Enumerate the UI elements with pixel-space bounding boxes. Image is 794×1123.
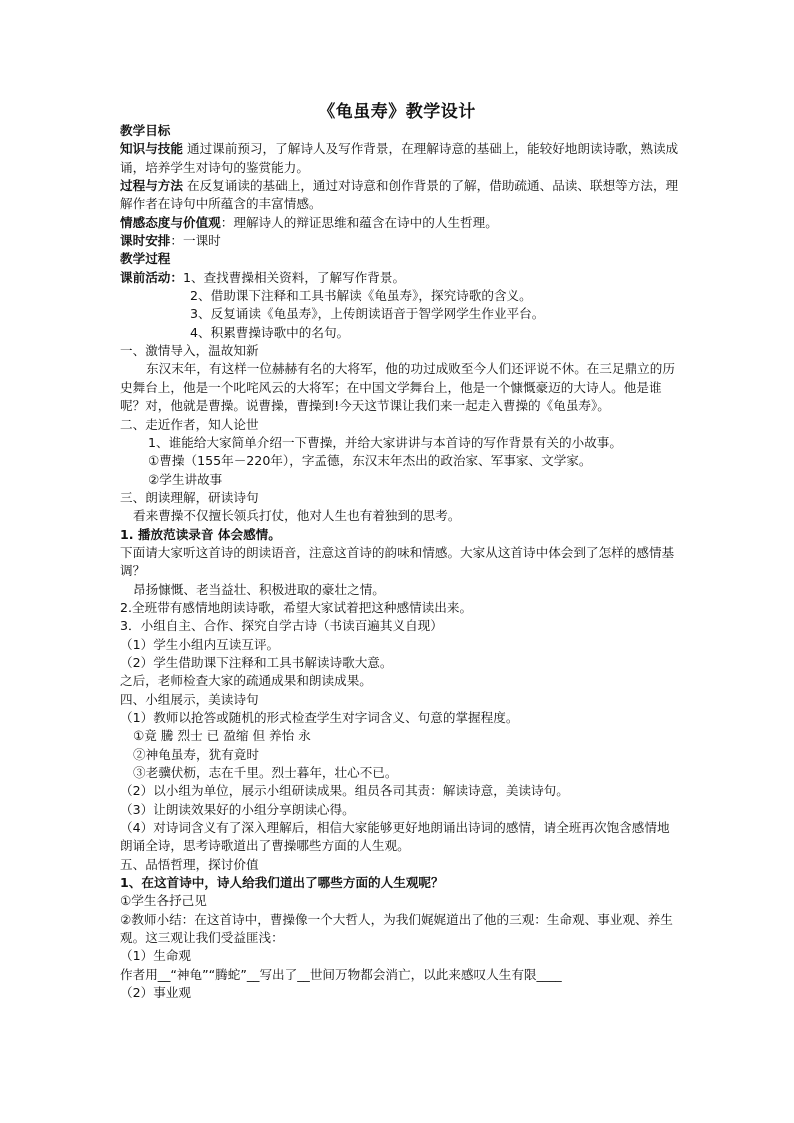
section-heading: 二、走近作者，知人论世 (120, 416, 259, 432)
answer-line: ②学生讲故事 (148, 471, 223, 487)
objectives-heading: 教学目标 (120, 123, 171, 138)
answer-line: 昂扬慷慨、老当益壮、积极进取的豪壮之情。 (133, 581, 385, 597)
knowledge-paragraph (120, 140, 680, 177)
sub-step-line: （2）学生借助课下注释和工具书解读诗歌大意。 (120, 654, 393, 670)
answer-line: ②教师小结：在这首诗中，曹操像一个大哲人，为我们娓娓道出了他的三观：生命观、事业观、养生观。这三观让我们受益匪浅： (120, 911, 673, 946)
sub-step-line: （4）对诗词含义有了深入理解后，相信大家能够更好地朗诵出诗词的感情，请全班再次饱含感情地朗诵全诗，思考诗歌道出了曹操哪些方面的人生观。 (120, 820, 670, 854)
fill-in-line: 作者用__“神龟”“腾蛇”__写出了__世间万物都会消亡，以此来感叹人生有限____ (120, 966, 562, 982)
paragraph: 看来曹操不仅擅长领兵打仗，他对人生也有着独到的思考。 (133, 508, 461, 524)
section-heading: 一、激情导入，温故知新 (120, 343, 259, 359)
emotion-text: ：理解诗人的辩证思维和蕴含在诗中的人生哲理。 (220, 214, 498, 230)
schedule-text: ：一课时 (170, 233, 221, 249)
document-body (120, 122, 680, 1003)
sub-step-line: （2）以小组为单位，展示小组研读成果。组员各司其责：解读诗意，美读诗句。 (120, 783, 569, 799)
step-heading: 1. 播放范读录音 体会感情。 (120, 526, 281, 542)
answer-line: ①学生各抒己见 (120, 893, 207, 909)
poem-line: ③老骥伏枥，志在千里。烈士暮年，壮心不已。 (133, 765, 398, 781)
section-heading: 三、朗读理解，研读诗句 (120, 489, 259, 505)
document-title: 《龟虽寿》教学设计 (318, 102, 476, 122)
process-label: 过程与方法 (120, 178, 183, 194)
step-line: 2.全班带有感情地朗读诗歌，希望大家试着把这种感情读出来。 (120, 599, 473, 615)
knowledge-text: 通过课前预习，了解诗人及写作背景，在理解诗意的基础上，能较好地朗读诗歌，熟读成诵，培养学生对诗句的鉴赏能力。 (120, 141, 679, 175)
sub-step-line: （2）事业观 (120, 985, 191, 1001)
sub-step-line: （3）让朗读效果好的小组分享朗读心得。 (120, 801, 355, 817)
paragraph: 之后，老师检查大家的疏通成果和朗读成果。 (120, 673, 372, 689)
knowledge-label: 知识与技能 (120, 141, 183, 157)
process-text: 在反复诵读的基础上，通过对诗意和创作背景的了解，借助疏通、品读、联想等方法，理解作者在诗句中所蕴含的丰富情感。 (120, 178, 679, 212)
pre-activity-label: 课前活动： (120, 269, 183, 285)
process-heading: 教学过程 (120, 251, 171, 267)
pre-activity-item: 2、借助课下注释和工具书解读《龟虽寿》，探究诗歌的含义。 (190, 288, 532, 304)
emotion-paragraph (120, 214, 680, 232)
section-heading: 五、品悟哲理，探讨价值 (120, 856, 259, 872)
emotion-label: 情感态度与价值观 (120, 214, 221, 230)
section-heading: 四、小组展示，美读诗句 (120, 691, 259, 707)
pre-activity-item: 3、反复诵读《龟虽寿》，上传朗读语音于智学网学生作业平台。 (190, 306, 545, 322)
vocab-line: ①竟 騰 烈士 已 盈缩 但 养怡 永 (133, 728, 311, 744)
question-line: 1、在这首诗中，诗人给我们道出了哪些方面的人生观呢？ (120, 875, 444, 891)
intro-paragraph: 东汉末年，有这样一位赫赫有名的大将军，他的功过成败至今人们还评说不休。在三足鼎立的历史舞台上，他是一个叱咤风云的大将军；在中国文学舞台上，他是一个慷慨豪迈的大诗人。他是谁呢？对，他就是曹操。说曹操，曹操到!今天这节课让我们来一起走入曹操的《龟虽寿》。 (120, 361, 675, 414)
sub-step-line: （1）教师以抢答或随机的形式检查学生对字词含义、句意的掌握程度。 (120, 710, 519, 725)
schedule-label: 课时安排 (120, 233, 171, 249)
poem-line: ②神龟虽寿，犹有竟时 (133, 746, 259, 762)
pre-activity-line (120, 269, 680, 287)
question-line: 1、谁能给大家简单介绍一下曹操，并给大家讲讲与本首诗的写作背景有关的小故事。 (148, 434, 622, 450)
paragraph: 下面请大家听这首诗的朗读语音，注意这首诗的韵味和情感。大家从这首诗中体会到了怎样的感情基调？ (120, 544, 675, 579)
sub-step-line: （1）学生小组内互读互评。 (120, 636, 280, 652)
step-line: 3．小组自主、合作、探究自学古诗（书读百遍其义自现） (120, 618, 443, 634)
pre-activity-item: 1、查找曹操相关资料，了解写作背景。 (182, 269, 406, 285)
sub-step-line: （1）生命观 (120, 948, 191, 964)
pre-activity-item: 4、积累曹操诗歌中的名句。 (190, 324, 350, 340)
answer-line: ①曹操（155年－220年），字孟德，东汉末年杰出的政治家、军事家、文学家。 (148, 453, 592, 469)
schedule-paragraph (120, 232, 680, 250)
process-paragraph (120, 177, 680, 214)
